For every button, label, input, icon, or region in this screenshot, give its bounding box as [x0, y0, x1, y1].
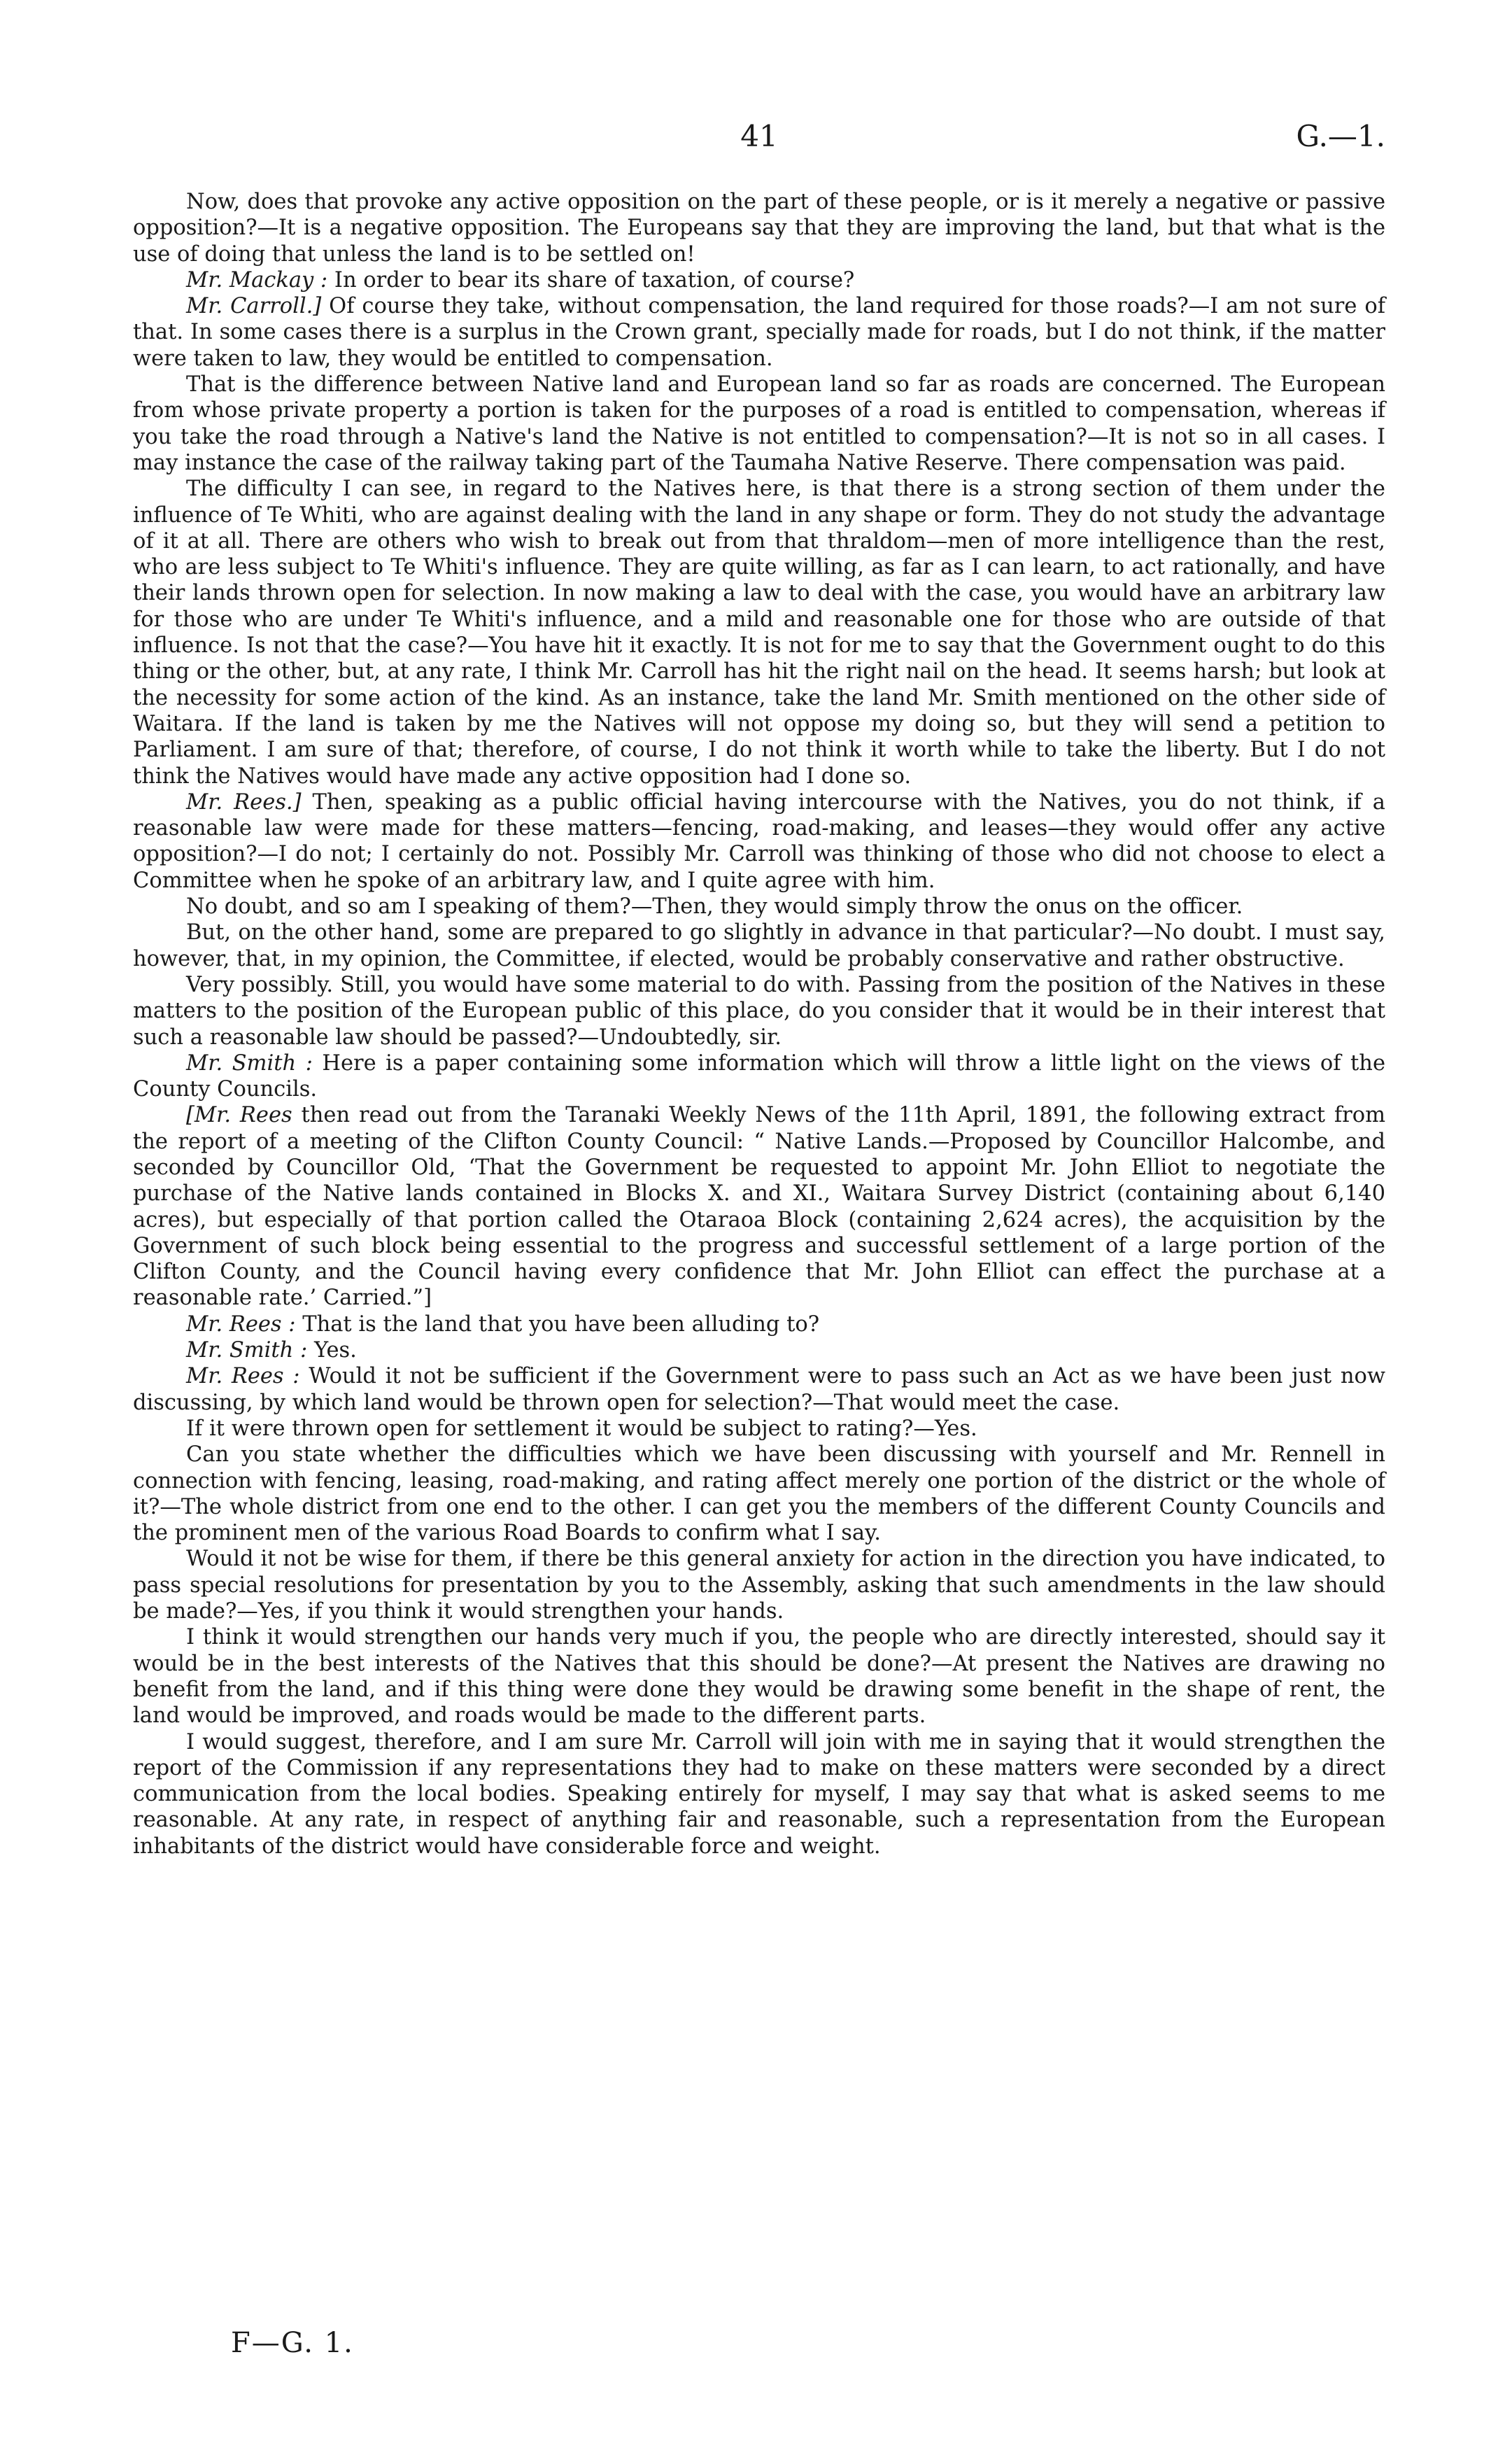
- paragraph: [133, 476, 1385, 789]
- paragraph-text: Now, does that provoke any active opposition on the part of these people, or is it merely a negative or passive opposition?—It is a negative opposition. The Europeans say that they are improving the land, but that what is the use of doing that unless the land is to be settled on!: [133, 190, 1385, 267]
- paragraph: [133, 1337, 1385, 1363]
- paragraph: [133, 189, 1385, 267]
- paragraph: [133, 1050, 1385, 1103]
- paragraph: [133, 894, 1385, 920]
- paragraph: [133, 1729, 1385, 1859]
- paragraph-text: Can you state whether the difficulties which we have been discussing with yourself and Mr. Rennell in connection with fencing, leasing, road-making, and rating affect merely one portion of the district or the whole of it?—The whole district from one end to the other. I can get you the members of the different County Councils and the prominent men of the various Road Boards to confirm what I say.: [133, 1442, 1385, 1546]
- paragraph: [133, 372, 1385, 476]
- speaker-label: Mr. Rees :: [186, 1364, 300, 1389]
- paragraph: [133, 267, 1385, 293]
- speaker-label: Mr. Smith :: [186, 1338, 308, 1363]
- speaker-label: Mr. Carroll.]: [186, 294, 322, 319]
- speaker-label: Mr. Mackay :: [186, 267, 328, 293]
- speaker-label: Mr. Rees :: [186, 1311, 296, 1337]
- speaker-label: Mr. Rees.]: [186, 789, 302, 815]
- paragraph-text: The difficulty I can see, in regard to the Natives here, is that there is a strong section of them under the influence of Te Whiti, who are against dealing with the land in any shape or form. They do not study the advantage of it at all. There are others who wish to break out from that thraldom—men of more intelligence than the rest, who are less subject to Te Whiti's influence. They are quite willing, as far as I can learn, to act rationally, and have their lands thrown open for selection. In now making a law to deal with the case, you would have an arbitrary law for those who are under Te Whiti's influence, and a mild and reasonable one for those who are outside of that influence. Is not that the case?—You have hit it exactly. It is not for me to say that the Government ought to do this thing or the other, but, at any rate, I think Mr. Carroll has hit the right nail on the head. It seems harsh; but look at the necessity for some action of the kind. As an instance, take the land Mr. Smith mentioned on the other side of Waitara. If the land is taken by me the Natives will not oppose my doing so, but they will send a petition to Parliament. I am sure of that; therefore, of course, I do not think it worth while to take the liberty. But I do not think the Natives would have made any active opposition had I done so.: [133, 477, 1385, 789]
- speaker-label: Mr. Smith :: [186, 1050, 313, 1076]
- paragraph-text: If it were thrown open for settlement it would be subject to rating?—Yes.: [186, 1416, 977, 1441]
- paragraph-text: I think it would strengthen our hands very much if you, the people who are directly interested, should say it would be in the best interests of the Natives that this should be done?—At present the Natives are drawing no benefit from the land, and if this thing were done they would be drawing some benefit in the shape of rent, the land would be improved, and roads would be made to the different parts.: [133, 1625, 1385, 1729]
- paragraph: [133, 1546, 1385, 1624]
- paragraph-text: Very possibly. Still, you would have some material to do with. Passing from the position of the Natives in these matters to the position of the European public of this place, do you consider that it would be in their interest that such a reasonable law should be passed?—Undoubtedly, sir.: [133, 972, 1385, 1050]
- paragraph: [133, 293, 1385, 372]
- paragraph-text: In order to bear its share of taxation, of course?: [327, 267, 855, 293]
- paragraph-text: That is the difference between Native land and European land so far as roads are concerned. The European from whose private property a portion is taken for the purposes of a road is entitled to compensation, whereas if you take the road through a Native's land the Native is not entitled to compensation?—It is not so in all cases. I may instance the case of the railway taking part of the Taumaha Native Reserve. There compensation was paid.: [133, 372, 1385, 475]
- paragraph: [133, 1311, 1385, 1337]
- paragraph: [133, 789, 1385, 894]
- paragraph-text: No doubt, and so am I speaking of them?—Then, they would simply throw the onus on the officer.: [186, 894, 1243, 920]
- document-page: [133, 119, 1385, 1859]
- paragraph-text: Here is a paper containing some information which will throw a little light on the views of the County Councils.: [133, 1050, 1386, 1102]
- paragraph-text: Then, speaking as a public official having intercourse with the Natives, you do not think, if a reasonable law were made for these matters—fencing, road-making, and leases—they would offer any active opposition?—I do not; I certainly do not. Possibly Mr. Carroll was thinking of those who did not choose to elect a Committee when he spoke of an arbitrary law, and I quite agree with him.: [133, 789, 1385, 893]
- paragraph: [133, 972, 1385, 1050]
- speaker-label: [Mr. Rees: [186, 1103, 292, 1128]
- paragraph: [133, 920, 1385, 972]
- paragraph-text: then read out from the Taranaki Weekly News of the 11th April, 1891, the following extract from the report of a meeting of the Clifton County Council: “ Native Lands.—Proposed by Councillor Halcombe, and seconded by Councillor Old, ‘That the Government be requested to appoint Mr. John Elliot to negotiate the purchase of the Native lands contained in Blocks X. and XI., Waitara Survey District (containing about 6,140 acres), but especially of that portion called the Otaraoa Block (containing 2,624 acres), the acquisition by the Government of such block being essential to the progress and successful settlement of a large portion of the Clifton County, and the Council having every confidence that Mr. John Elliot can effect the purchase at a reasonable rate.’ Carried.”]: [133, 1103, 1386, 1311]
- paragraph: [133, 1102, 1385, 1311]
- paragraph-text: Of course they take, without compensation, the land required for those roads?—I am not sure of that. In some cases there is a surplus in the Crown grant, specially made for roads, but I do not think, if the matter were taken to law, they would be entitled to compensation.: [133, 294, 1386, 371]
- document-reference: G.—1.: [1296, 119, 1385, 153]
- paragraph: [133, 1442, 1385, 1546]
- paragraph: [133, 1416, 1385, 1442]
- paragraph: [133, 1363, 1385, 1416]
- paragraph-text: But, on the other hand, some are prepared to go slightly in advance in that particular?—No doubt. I must say, however, that, in my opinion, the Committee, if elected, would be probably conservative and rather obstructive.: [133, 920, 1385, 971]
- paragraph-text: Would it not be wise for them, if there be this general anxiety for action in the direction you have indicated, to pass special resolutions for presentation by you to the Assembly, asking that such amendments in the law should be made?—Yes, if you think it would strengthen your hands.: [133, 1547, 1385, 1624]
- page-number: 41: [740, 119, 778, 153]
- printer-signature: F—G. 1.: [231, 2327, 354, 2359]
- page-header: [133, 119, 1385, 168]
- paragraph-text: That is the land that you have been alluding to?: [295, 1311, 820, 1337]
- paragraph: [133, 1624, 1385, 1729]
- paragraph-text: Yes.: [307, 1338, 357, 1363]
- paragraph-text: Would it not be sufficient if the Government were to pass such an Act as we have been just now discussing, by which land would be thrown open for selection?—That would meet the case.: [133, 1364, 1385, 1415]
- body-text: [133, 189, 1385, 1859]
- paragraph-text: I would suggest, therefore, and I am sure Mr. Carroll will join with me in saying that it would strengthen the report of the Commission if any representations they had to make on these matters were seconded by a direct communication from the local bodies. Speaking entirely for myself, I may say that what is asked seems to me reasonable. At any rate, in respect of anything fair and reasonable, such a representation from the European inhabitants of the district would have considerable force and weight.: [133, 1729, 1385, 1859]
